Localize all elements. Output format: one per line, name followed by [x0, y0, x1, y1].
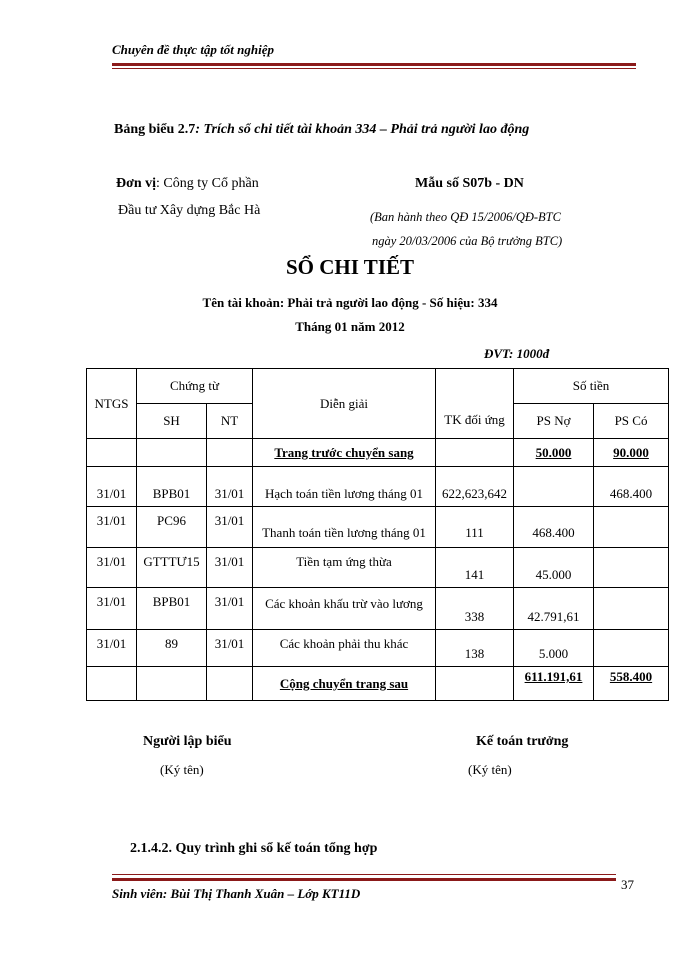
form-note — [370, 205, 562, 253]
closing-label: Cộng chuyển trang sau — [253, 667, 436, 701]
col-ps-no: PS Nợ — [514, 404, 594, 439]
unit-label: Đơn vị — [116, 176, 157, 191]
row-tk: 141 — [436, 548, 514, 588]
col-ntgs: NTGS — [87, 369, 137, 439]
header-title: Chuyên đề thực tập tốt nghiệp — [112, 42, 274, 57]
opening-row — [87, 439, 669, 467]
ledger-table — [86, 368, 669, 701]
row-dien-giai: Tiền tạm ứng thừa — [253, 548, 436, 588]
row-ps-co: 468.400 — [594, 467, 669, 507]
row-ps-no: 5.000 — [514, 630, 594, 667]
opening-ps-no: 50.000 — [514, 439, 594, 467]
row-tk: 338 — [436, 588, 514, 630]
row-dien-giai: Các khoản khấu trừ vào lương — [253, 588, 436, 630]
signature-preparer: Người lập biểu — [143, 734, 232, 749]
table-caption — [114, 122, 529, 138]
signature-accountant: Kế toán trưởng — [476, 734, 569, 749]
row-nt: 31/01 — [207, 630, 253, 667]
row-dien-giai: Thanh toán tiền lương tháng 01 — [253, 507, 436, 548]
unit-note: ĐVT: 1000đ — [484, 346, 550, 361]
opening-label: Trang trước chuyển sang — [253, 439, 436, 467]
table-row — [87, 630, 669, 667]
row-dien-giai: Các khoản phải thu khác — [253, 630, 436, 667]
footer-rule-thin — [112, 874, 616, 875]
form-code: Mẫu số S07b - DN — [415, 176, 524, 191]
row-ntgs: 31/01 — [87, 630, 137, 667]
row-dien-giai: Hạch toán tiền lương tháng 01 — [253, 467, 436, 507]
row-ntgs: 31/01 — [87, 588, 137, 630]
unit-line-2: Đầu tư Xây dựng Bắc Hà — [118, 203, 261, 218]
row-ps-co — [594, 588, 669, 630]
table-row — [87, 467, 669, 507]
row-nt: 31/01 — [207, 548, 253, 588]
col-dien-giai: Diễn giải — [253, 369, 436, 439]
row-nt: 31/01 — [207, 507, 253, 548]
account-line: Tên tài khoản: Phải trả người lao động - Số hiệu: 334 — [202, 295, 498, 310]
footer-student: Sinh viên: Bùi Thị Thanh Xuân – Lớp KT11D — [112, 886, 361, 901]
unit-line-1 — [116, 176, 259, 192]
col-so-tien: Số tiền — [514, 369, 669, 404]
form-note-line-1: (Ban hành theo QĐ 15/2006/QĐ-BTC — [370, 210, 561, 224]
section-heading: 2.1.4.2. Quy trình ghi sổ kế toán tổng hợp — [130, 841, 378, 856]
row-nt: 31/01 — [207, 467, 253, 507]
col-sh: SH — [137, 404, 207, 439]
row-tk: 111 — [436, 507, 514, 548]
row-ps-no — [514, 467, 594, 507]
row-tk: 622,623,642 — [436, 467, 514, 507]
table-row — [87, 507, 669, 548]
row-ntgs: 31/01 — [87, 548, 137, 588]
header-row-1 — [87, 369, 669, 404]
row-tk: 138 — [436, 630, 514, 667]
closing-ps-no: 611.191,61 — [514, 667, 594, 701]
col-nt: NT — [207, 404, 253, 439]
row-ntgs: 31/01 — [87, 507, 137, 548]
row-sh: BPB01 — [137, 588, 207, 630]
signature-accountant-sub: (Ký tên) — [468, 762, 512, 777]
row-ps-no: 468.400 — [514, 507, 594, 548]
col-chung-tu: Chứng từ — [137, 369, 253, 404]
row-ps-no: 45.000 — [514, 548, 594, 588]
header-rule-thin — [112, 68, 636, 69]
caption-text: : Trích sổ chi tiết tài khoản 334 – Phải trả người lao động — [195, 122, 530, 137]
row-ps-no: 42.791,61 — [514, 588, 594, 630]
ledger-title: SỔ CHI TIẾT — [286, 255, 414, 279]
col-tk-doi-ung: TK đối ứng — [436, 369, 514, 439]
month-line: Tháng 01 năm 2012 — [295, 319, 405, 334]
row-ps-co — [594, 507, 669, 548]
row-sh: 89 — [137, 630, 207, 667]
opening-ps-co: 90.000 — [594, 439, 669, 467]
row-nt: 31/01 — [207, 588, 253, 630]
caption-label: Bảng biểu 2.7 — [114, 122, 196, 137]
row-ntgs: 31/01 — [87, 467, 137, 507]
col-ps-co: PS Có — [594, 404, 669, 439]
page-number: 37 — [621, 877, 634, 892]
unit-name-1: : Công ty Cổ phần — [156, 176, 259, 191]
table-row — [87, 548, 669, 588]
closing-ps-co: 558.400 — [594, 667, 669, 701]
row-ps-co — [594, 548, 669, 588]
header-rule-thick — [112, 63, 636, 66]
signature-preparer-sub: (Ký tên) — [160, 762, 204, 777]
form-note-line-2: ngày 20/03/2006 của Bộ trưởng BTC) — [372, 234, 563, 248]
row-sh: GTTTƯ15 — [137, 548, 207, 588]
row-sh: PC96 — [137, 507, 207, 548]
table-row — [87, 588, 669, 630]
row-sh: BPB01 — [137, 467, 207, 507]
footer-rule-thick — [112, 878, 616, 881]
closing-row — [87, 667, 669, 701]
row-ps-co — [594, 630, 669, 667]
